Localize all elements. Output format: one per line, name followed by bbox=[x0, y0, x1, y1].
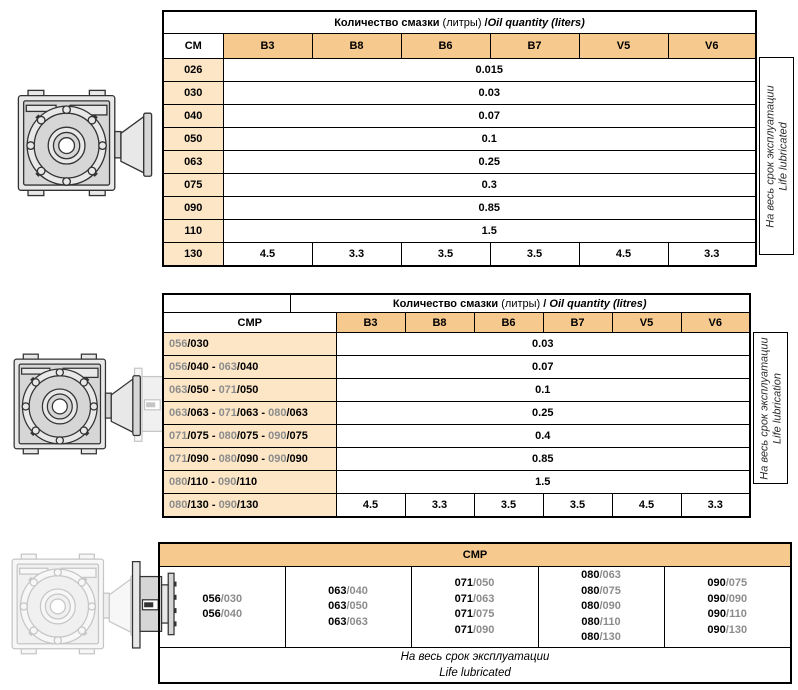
cmp-note-ru: На весь срок эксплуатации bbox=[758, 337, 770, 480]
cmp-row-label: 063/050 - 071/050 bbox=[163, 379, 336, 402]
cm-row-value: 4.5 bbox=[579, 243, 668, 267]
cmp-data-row bbox=[163, 448, 750, 471]
cm-data-row bbox=[163, 174, 756, 197]
cmp-row-value: 4.5 bbox=[336, 494, 405, 518]
cmp-row-value: 4.5 bbox=[612, 494, 681, 518]
cm-column-header: V6 bbox=[668, 34, 756, 59]
cmp-size-prefix: 080 bbox=[169, 476, 188, 488]
cmp-groups-row bbox=[159, 567, 791, 648]
cmp-group-size: 090 bbox=[707, 608, 727, 620]
cmp-size-prefix: 090 bbox=[218, 499, 237, 511]
cm-column-header: V5 bbox=[579, 34, 668, 59]
cmp-group-cell bbox=[538, 567, 664, 648]
cmp-group-item bbox=[414, 623, 536, 639]
cmp-group-ratio: /130 bbox=[725, 623, 748, 636]
cmp-title-spacer bbox=[163, 294, 290, 313]
cmp-group-ratio: /090 bbox=[725, 592, 748, 605]
cm-note-ru: На весь срок эксплуатации bbox=[764, 85, 776, 228]
cmp-group-item bbox=[541, 599, 662, 615]
cmp-size-suffix: /090 bbox=[187, 453, 209, 465]
cmp-group-size: 063 bbox=[328, 600, 347, 613]
cm-row-label: 026 bbox=[163, 59, 223, 82]
cmp-group-item bbox=[288, 584, 409, 600]
cm-column-header: B6 bbox=[401, 34, 490, 59]
cmp-row-label: 063/063 - 071/063 - 080/063 bbox=[163, 402, 336, 425]
cmp-row-label: 080/110 - 090/110 bbox=[163, 471, 336, 494]
cmp-size-prefix: 056 bbox=[169, 361, 188, 373]
cmp-size-prefix: 080 bbox=[218, 453, 237, 465]
cmp-group-ratio: /075 bbox=[472, 608, 495, 620]
cmp-size-prefix: 080 bbox=[218, 430, 237, 442]
cmp-group-item bbox=[414, 592, 536, 608]
cmp-row-label: 071/090 - 080/090 - 090/090 bbox=[163, 448, 336, 471]
cm-data-row bbox=[163, 82, 756, 105]
cmp-group-size: 071 bbox=[454, 608, 473, 620]
cmp-group-item bbox=[288, 615, 409, 631]
cmp-group-ratio: /040 bbox=[220, 608, 243, 620]
cmp-size-suffix: /110 bbox=[187, 476, 209, 488]
cm-data-row bbox=[163, 197, 756, 220]
cmp-size-suffix: /040 bbox=[236, 361, 259, 373]
cmp-group-size: 080 bbox=[581, 600, 600, 613]
cmp-group-size: 080 bbox=[581, 584, 600, 597]
cmp-group-item bbox=[667, 607, 789, 623]
cmp-group-item bbox=[414, 607, 536, 623]
cmp-group-size: 071 bbox=[454, 577, 473, 589]
cmp-group-item bbox=[162, 607, 283, 623]
cmp-table-body bbox=[163, 333, 750, 518]
cmp-row-value: 0.07 bbox=[336, 356, 750, 379]
cmp-size-suffix: /075 bbox=[236, 430, 259, 442]
cmp-size-suffix: /130 bbox=[236, 499, 259, 511]
cmp-size-prefix: 071 bbox=[218, 384, 237, 396]
cmp-size-prefix: 080 bbox=[169, 499, 188, 511]
cmp-group-size: 080 bbox=[581, 569, 600, 582]
cmp-data-row bbox=[163, 379, 750, 402]
cmp-row-value: 1.5 bbox=[336, 471, 750, 494]
cm-table bbox=[162, 10, 757, 267]
cmp-group-ratio: /040 bbox=[346, 584, 368, 597]
cm-data-row bbox=[163, 59, 756, 82]
cm-row-value: 0.03 bbox=[223, 82, 756, 105]
cm-corner-label: CM bbox=[163, 34, 223, 59]
cmp-size-prefix: 071 bbox=[169, 430, 188, 442]
cmp-size-suffix: /050 bbox=[187, 384, 209, 396]
cmp-table-title: Количество смазки (литры) / Oil quantity (litres) bbox=[290, 294, 750, 313]
cm-header-row bbox=[163, 34, 756, 59]
cmp-group-size: 071 bbox=[454, 592, 473, 605]
cmp-groups-footer-row bbox=[159, 648, 791, 684]
cmp-size-prefix: 071 bbox=[169, 453, 188, 465]
cmp-size-suffix: /063 bbox=[236, 407, 259, 419]
cmp-size-suffix: /090 bbox=[236, 453, 259, 465]
cmp-size-suffix: /040 bbox=[187, 361, 209, 373]
cmp-row-value: 0.03 bbox=[336, 333, 750, 356]
cmp-group-size: 056 bbox=[202, 608, 221, 620]
cmp-size-prefix: 090 bbox=[268, 430, 287, 442]
footer-ru: На весь срок эксплуатации bbox=[400, 651, 550, 663]
cmp-group-size: 090 bbox=[707, 623, 726, 636]
cmp-size-suffix: /030 bbox=[187, 338, 209, 350]
cmp-group-item bbox=[667, 623, 789, 639]
cmp-row-value: 0.1 bbox=[336, 379, 750, 402]
cm-title-row bbox=[163, 11, 756, 34]
cmp-group-size: 056 bbox=[202, 592, 221, 605]
cmp-size-suffix: /090 bbox=[286, 453, 308, 465]
cmp-group-item bbox=[541, 568, 662, 584]
cmp-group-ratio: /090 bbox=[599, 600, 621, 613]
cmp-row-label bbox=[163, 333, 336, 356]
cmp-data-row bbox=[163, 494, 750, 518]
cm-note-en: Life lubricated bbox=[777, 122, 789, 191]
cm-row-value: 0.1 bbox=[223, 128, 756, 151]
cmp-row-label: 080/130 - 090/130 bbox=[163, 494, 336, 518]
cmp-corner-label: CMP bbox=[163, 313, 336, 333]
cmp-size-suffix: /050 bbox=[236, 384, 259, 396]
cmp-size-prefix: 063 bbox=[169, 384, 188, 396]
cm-data-row bbox=[163, 151, 756, 174]
cm-data-row bbox=[163, 243, 756, 267]
cm-row-label: 090 bbox=[163, 197, 223, 220]
cmp-data-row bbox=[163, 333, 750, 356]
cmp-note-en: Life lubrication bbox=[771, 373, 783, 444]
cmp-group-size: 080 bbox=[581, 615, 600, 628]
cm-column-header: B3 bbox=[223, 34, 312, 59]
cmp-data-row bbox=[163, 356, 750, 379]
cmp-group-ratio: /050 bbox=[472, 577, 495, 589]
cmp-row-value: 3.3 bbox=[405, 494, 474, 518]
cmp-size-prefix: 056 bbox=[169, 338, 188, 350]
cmp-size-prefix: 090 bbox=[268, 453, 287, 465]
cmp-oil-table bbox=[162, 293, 783, 518]
cmp-group-cell bbox=[411, 567, 538, 648]
cm-row-value: 1.5 bbox=[223, 220, 756, 243]
cm-row-value: 3.3 bbox=[668, 243, 756, 267]
cm-row-value: 3.5 bbox=[401, 243, 490, 267]
cm-row-value: 0.85 bbox=[223, 197, 756, 220]
cmp-column-header: B8 bbox=[405, 313, 474, 333]
cmp-group-item bbox=[541, 584, 662, 600]
cmp-row-value: 0.85 bbox=[336, 448, 750, 471]
cmp-groups-table bbox=[158, 542, 792, 684]
cmp-data-row bbox=[163, 471, 750, 494]
cmp-size-suffix: /075 bbox=[187, 430, 209, 442]
cmp-group-ratio: /130 bbox=[599, 631, 621, 644]
cmp-table bbox=[162, 293, 751, 518]
cmp-group-item bbox=[667, 576, 789, 592]
cmp-group-ratio: /063 bbox=[599, 569, 621, 582]
cmp-column-header: V5 bbox=[612, 313, 681, 333]
cmp-group-item bbox=[667, 592, 789, 608]
cmp-data-row bbox=[163, 402, 750, 425]
cmp-group-item bbox=[414, 576, 536, 592]
cm-data-row bbox=[163, 220, 756, 243]
cm-row-value: 4.5 bbox=[223, 243, 312, 267]
cm-row-value: 0.07 bbox=[223, 105, 756, 128]
cmp-column-header: B7 bbox=[543, 313, 612, 333]
cmp-life-lubrication-note bbox=[753, 332, 788, 484]
cm-row-label: 040 bbox=[163, 105, 223, 128]
cmp-title-row bbox=[163, 294, 750, 313]
cm-row-value: 3.5 bbox=[490, 243, 579, 267]
cmp-row-value: 0.25 bbox=[336, 402, 750, 425]
footer-en: Life lubricated bbox=[439, 667, 511, 679]
cm-table-title: Количество смазки (литры) /Oil quantity (liters) bbox=[163, 11, 756, 34]
cm-gearbox-illustration bbox=[14, 86, 156, 200]
cmp-group-size: 090 bbox=[707, 592, 726, 605]
cmp-group-size: 090 bbox=[707, 577, 726, 589]
cm-row-label: 030 bbox=[163, 82, 223, 105]
cmp-size-prefix: 063 bbox=[218, 361, 237, 373]
cmp-group-size: 063 bbox=[328, 615, 347, 628]
cmp-size-prefix: 071 bbox=[218, 407, 237, 419]
cmp-column-header: V6 bbox=[681, 313, 750, 333]
cmp-size-suffix: /075 bbox=[286, 430, 308, 442]
cm-row-value: 0.015 bbox=[223, 59, 756, 82]
cm-column-header: B7 bbox=[490, 34, 579, 59]
cmp-size-prefix: 080 bbox=[268, 407, 287, 419]
cm-column-header: B8 bbox=[312, 34, 401, 59]
cmp-row-value: 3.5 bbox=[474, 494, 543, 518]
cm-row-label: 063 bbox=[163, 151, 223, 174]
cmp-group-ratio: /063 bbox=[346, 615, 368, 628]
cmp-group-ratio: /075 bbox=[599, 584, 621, 597]
cmp-size-suffix: /110 bbox=[236, 476, 258, 488]
cmp-group-size: 071 bbox=[454, 623, 473, 636]
cmp-group-ratio: /063 bbox=[472, 592, 495, 605]
cmp-group-cell bbox=[664, 567, 791, 648]
cmp-row-value: 0.4 bbox=[336, 425, 750, 448]
cmp-group-item bbox=[541, 630, 662, 646]
cm-oil-table bbox=[162, 10, 789, 267]
cmp-gearbox-ghost-module-illustration bbox=[10, 350, 186, 458]
cmp-data-row bbox=[163, 425, 750, 448]
cmp-size-suffix: /130 bbox=[187, 499, 209, 511]
cmp-groups-header: CMP bbox=[159, 543, 791, 567]
cm-data-row bbox=[163, 105, 756, 128]
cmp-group-cell bbox=[285, 567, 411, 648]
cm-table-body bbox=[163, 59, 756, 267]
cmp-size-suffix: /063 bbox=[286, 407, 308, 419]
cm-life-lubricated-note bbox=[759, 57, 794, 255]
cmp-row-value: 3.3 bbox=[681, 494, 750, 518]
cmp-group-size: 080 bbox=[581, 631, 600, 644]
cmp-size-prefix: 090 bbox=[217, 476, 237, 488]
cmp-groups-footer bbox=[159, 648, 791, 684]
cmp-groups-header-row bbox=[159, 543, 791, 567]
cmp-row-label: 071/075 - 080/075 - 090/075 bbox=[163, 425, 336, 448]
cmp-row-value: 3.5 bbox=[543, 494, 612, 518]
cmp-group-item bbox=[288, 599, 409, 615]
cmp-group-ratio: /110 bbox=[599, 615, 621, 628]
cm-data-row bbox=[163, 128, 756, 151]
cmp-group-item bbox=[541, 615, 662, 631]
cmp-group-ratio: /075 bbox=[725, 577, 748, 589]
cm-row-label: 050 bbox=[163, 128, 223, 151]
cmp-group-cell bbox=[159, 567, 285, 648]
cm-row-value: 0.3 bbox=[223, 174, 756, 197]
cmp-group-ratio: /090 bbox=[472, 623, 495, 636]
cm-row-label: 110 bbox=[163, 220, 223, 243]
cmp-combinations-table bbox=[158, 542, 792, 684]
cm-row-label: 130 bbox=[163, 243, 223, 267]
cmp-size-suffix: /063 bbox=[187, 407, 209, 419]
cm-row-value: 0.25 bbox=[223, 151, 756, 174]
cm-row-value: 3.3 bbox=[312, 243, 401, 267]
cmp-row-label: 056/040 - 063/040 bbox=[163, 356, 336, 379]
cmp-group-size: 063 bbox=[328, 584, 347, 597]
cmp-header-row bbox=[163, 313, 750, 333]
cmp-group-ratio: /030 bbox=[220, 592, 243, 605]
cmp-group-ratio: /110 bbox=[726, 608, 747, 620]
cm-row-label: 075 bbox=[163, 174, 223, 197]
cmp-column-header: B6 bbox=[474, 313, 543, 333]
cmp-group-ratio: /050 bbox=[346, 600, 368, 613]
cmp-column-header: B3 bbox=[336, 313, 405, 333]
cmp-group-item bbox=[162, 592, 283, 608]
cmp-size-prefix: 063 bbox=[169, 407, 188, 419]
